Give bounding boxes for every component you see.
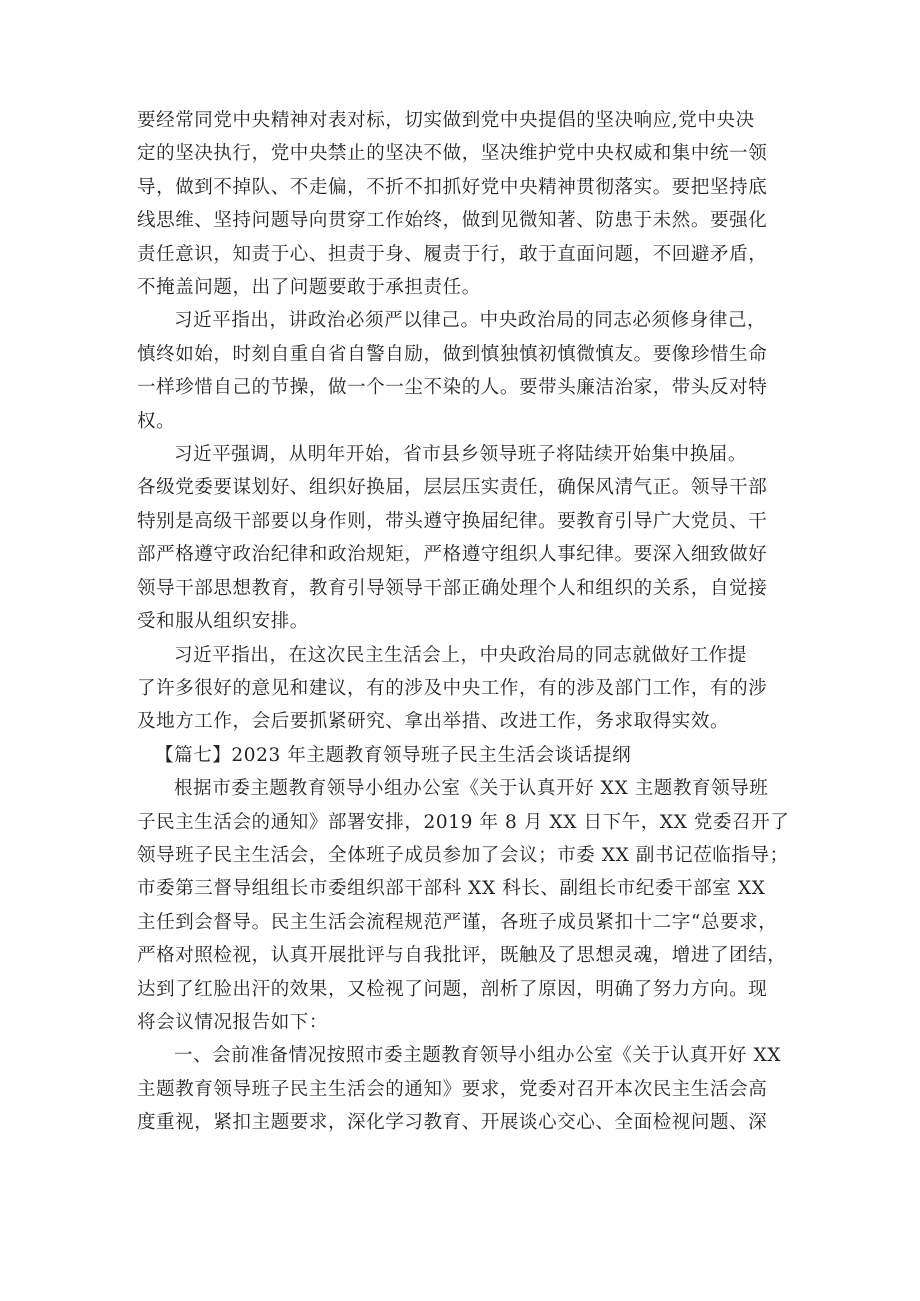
text-line: 主题教育领导班子民主生活会的通知》要求，党委对召开本次民主生活会高 — [137, 1078, 768, 1100]
text-line: 领导班子民主生活会，全体班子成员参加了会议；市委 XX 副书记莅临指导； — [137, 844, 789, 866]
text-line: 要经常同党中央精神对表对标，切实做到党中央提倡的坚决响应,党中央决 — [137, 110, 755, 131]
text-line: 习近平指出，在这次民主生活会上，中央政治局的同志就做好工作提 — [174, 644, 748, 666]
text-line: 子民主生活会的通知》部署安排，2019 年 8 月 XX 日下午，XX 党委召开了 — [137, 811, 790, 833]
text-line: 市委第三督导组组长市委组织部干部科 XX 科长、副组长市纪委干部室 XX — [137, 878, 766, 900]
text-line: 【篇七】2023 年主题教育领导班子民主生活会谈话提纲 — [155, 744, 632, 766]
text-line: 习近平强调，从明年开始，省市县乡领导班子将陆续开始集中换届。 — [174, 444, 748, 466]
text-line: 责任意识，知责于心、担责于身、履责于行，敢于直面问题，不回避矛盾， — [137, 243, 768, 265]
text-line: 部严格遵守政治纪律和政治规矩，严格遵守组织人事纪律。要深入细致做好 — [137, 544, 768, 566]
body-paragraph — [137, 1039, 793, 1139]
text-line: 根据市委主题教育领导小组办公室《关于认真开好 XX 主题教育领导班 — [174, 778, 769, 800]
section-heading — [137, 739, 793, 772]
body-paragraph — [137, 438, 793, 638]
body-paragraph — [137, 639, 793, 739]
text-line: 主任到会督导。民主生活会流程规范严谨，各班子成员紧扣十二字“总要求， — [137, 911, 778, 933]
text-line: 受和服从组织安排。 — [137, 611, 309, 633]
text-line: 特别是高级干部要以身作则，带头遵守换届纪律。要教育引导广大党员、干 — [137, 510, 768, 532]
text-line: 了许多很好的意见和建议，有的涉及中央工作，有的涉及部门工作，有的涉 — [137, 677, 768, 699]
text-line: 一、会前准备情况按照市委主题教育领导小组办公室《关于认真开好 XX — [174, 1045, 782, 1067]
text-line: 不掩盖问题，出了问题要敢于承担责任。 — [137, 277, 481, 299]
document-page — [137, 104, 793, 1140]
text-line: 导，做到不掉队、不走偏，不折不扣抓好党中央精神贯彻落实。要把坚持底 — [137, 176, 768, 198]
text-line: 一样珍惜自己的节操，做一个一尘不染的人。要带头廉洁治家，带头反对特 — [137, 377, 768, 399]
text-line: 将会议情况报告如下： — [137, 1011, 329, 1033]
text-line: 达到了红脸出汗的效果，又检视了问题，剖析了原因，明确了努力方向。现 — [137, 978, 768, 1000]
text-line: 严格对照检视，认真开展批评与自我批评，既触及了思想灵魂，增进了团结， — [137, 945, 787, 967]
body-paragraph — [137, 104, 793, 304]
text-line: 慎终如始，时刻自重自省自警自励，做到慎独慎初慎微慎友。要像珍惜生命 — [137, 343, 768, 365]
text-line: 各级党委要谋划好、组织好换届，层层压实责任，确保风清气正。领导干部 — [137, 477, 768, 499]
text-line: 线思维、坚持问题导向贯穿工作始终，做到见微知著、防患于未然。要强化 — [137, 210, 768, 232]
body-paragraph — [137, 772, 793, 1039]
text-line: 领导干部思想教育，教育引导领导干部正确处理个人和组织的关系，自觉接 — [137, 577, 768, 599]
text-line: 习近平指出，讲政治必须严以律己。中央政治局的同志必须修身律己， — [174, 310, 767, 332]
text-line: 度重视，紧扣主题要求，深化学习教育、开展谈心交心、全面检视问题、深 — [137, 1112, 768, 1134]
body-paragraph — [137, 304, 793, 438]
text-line: 及地方工作，会后要抓紧研究、拿出举措、改进工作，务求取得实效。 — [137, 711, 730, 733]
text-line: 定的坚决执行，党中央禁止的坚决不做，坚决维护党中央权威和集中统一领 — [137, 143, 768, 165]
text-line: 权。 — [137, 410, 176, 432]
